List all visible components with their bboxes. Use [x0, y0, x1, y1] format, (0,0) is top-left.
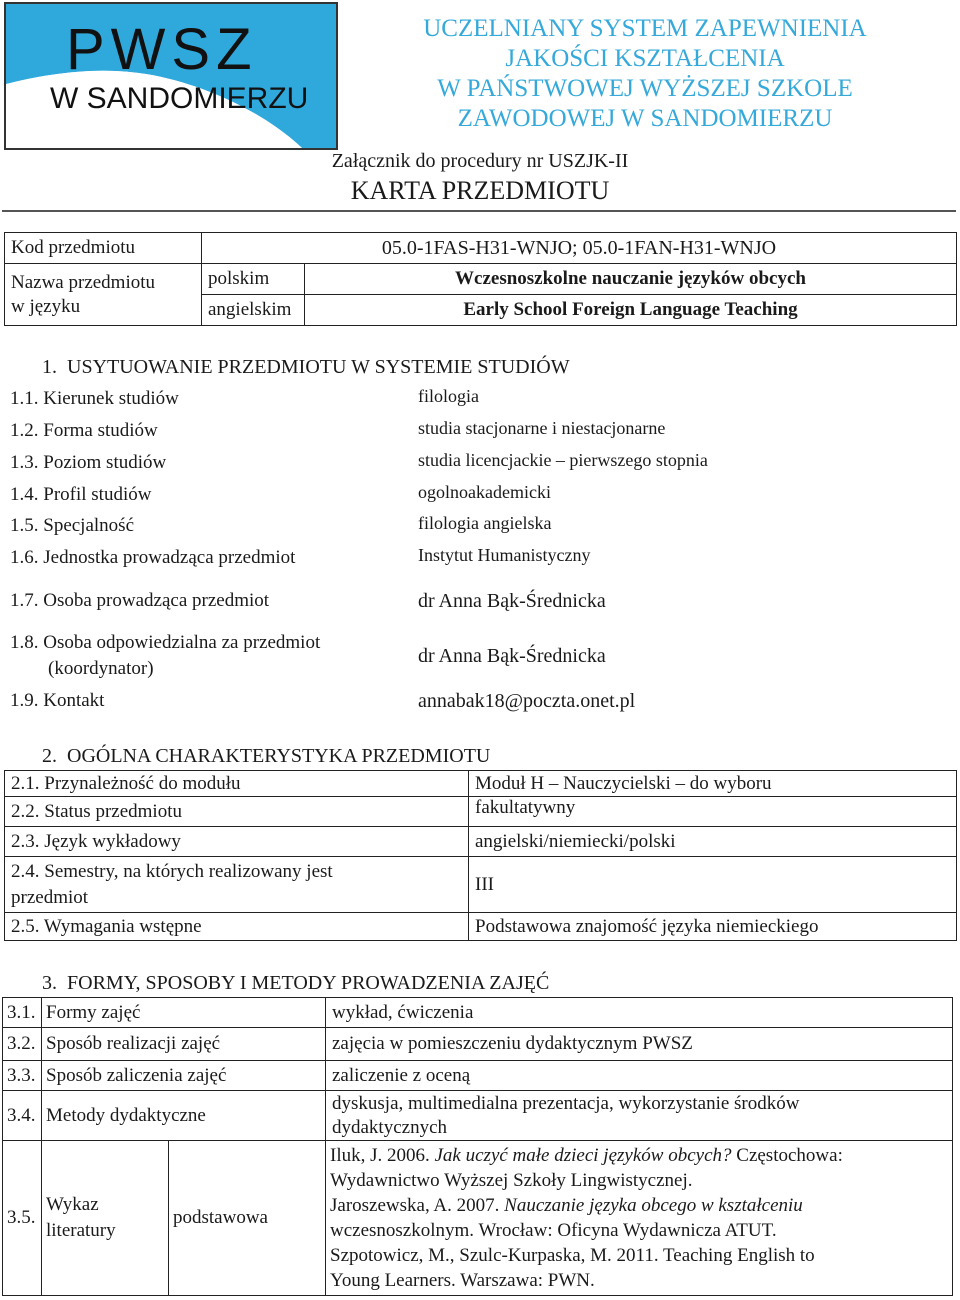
field-value: dyskusja, multimedialna prezentacja, wykorzystanie środków dydaktycznych	[326, 1091, 953, 1141]
field-value: filologia	[418, 386, 479, 406]
table-row	[5, 827, 957, 857]
field-value: dr Anna Bąk-Średnicka	[418, 645, 606, 667]
field-label: Sposób realizacji zajęć	[42, 1028, 326, 1061]
field-label-continued: (koordynator)	[48, 658, 154, 679]
language-pl-label: polskim	[202, 264, 305, 295]
course-name-label: Nazwa przedmiotu w języku	[5, 264, 202, 326]
table-row	[5, 913, 957, 941]
table-row	[5, 857, 957, 913]
field-label: 1.8. Osoba odpowiedzialna za przedmiot	[10, 632, 321, 653]
institution-title	[340, 14, 950, 134]
field-value: zajęcia w pomieszczeniu dydaktycznym PWSZ	[326, 1028, 953, 1061]
field-value: filologia angielska	[418, 513, 552, 533]
field-label: 1.9. Kontakt	[10, 690, 105, 711]
row-number: 3.3.	[3, 1061, 42, 1091]
annex-label: Załącznik do procedury nr USZJK-II	[331, 150, 629, 172]
field-label: 1.7. Osoba prowadząca przedmiot	[10, 590, 270, 611]
field-label: 2.1. Przynależność do modułu	[5, 771, 469, 797]
field-value: dr Anna Bąk-Średnicka	[418, 590, 606, 612]
literature-type: podstawowa	[169, 1141, 326, 1296]
table-row	[5, 797, 957, 827]
table-row	[3, 1141, 953, 1296]
table-row	[3, 1061, 953, 1091]
institution-title-line: W PAŃSTWOWEJ WYŻSZEJ SZKOLE	[437, 75, 853, 102]
course-code-value: 05.0-1FAS-H31-WNJO; 05.0-1FAN-H31-WNJO	[202, 233, 957, 264]
field-label: 1.1. Kierunek studiów	[10, 388, 179, 409]
section-2-heading: 2. OGÓLNA CHARAKTERYSTYKA PRZEDMIOTU	[42, 745, 491, 767]
table-row	[3, 1091, 953, 1141]
table-row	[3, 1028, 953, 1061]
table-row	[5, 771, 957, 797]
field-label: 1.6. Jednostka prowadząca przedmiot	[10, 547, 296, 568]
field-value: Instytut Humanistyczny	[418, 545, 591, 565]
table-row	[3, 998, 953, 1028]
field-value: Podstawowa znajomość języka niemieckiego	[469, 913, 957, 941]
logo-text-main: PWSZ	[66, 17, 258, 82]
section-3-table	[2, 997, 953, 1296]
field-label: 1.2. Forma studiów	[10, 420, 158, 441]
course-name-pl: Wczesnoszkolne nauczanie języków obcych	[305, 264, 957, 295]
row-number: 3.4.	[3, 1091, 42, 1141]
row-number: 3.2.	[3, 1028, 42, 1061]
row-number: 3.1.	[3, 998, 42, 1028]
field-label: 1.3. Poziom studiów	[10, 452, 167, 473]
field-value: ogolnoakademicki	[418, 482, 551, 502]
institution-title-line: UCZELNIANY SYSTEM ZAPEWNIENIA	[423, 15, 867, 42]
page-title: KARTA PRZEDMIOTU	[350, 176, 610, 205]
course-identification-table	[4, 232, 957, 326]
language-en-label: angielskim	[202, 295, 305, 326]
section-3-heading: 3. FORMY, SPOSOBY I METODY PROWADZENIA ZAJĘĆ	[42, 972, 550, 994]
logo-text-sub: W SANDOMIERZU	[50, 82, 309, 115]
institution-title-line: JAKOŚCI KSZTAŁCENIA	[505, 45, 785, 72]
institution-title-line: ZAWODOWEJ W SANDOMIERZU	[457, 105, 833, 132]
logo	[4, 2, 338, 150]
field-label: 2.4. Semestry, na których realizowany jest przedmiot	[5, 857, 469, 913]
field-label: Sposób zaliczenia zajęć	[42, 1061, 326, 1091]
row-number: 3.5.	[3, 1141, 42, 1296]
contact-email: annabak18@poczta.onet.pl	[418, 690, 636, 712]
field-label: 2.2. Status przedmiotu	[5, 797, 469, 827]
section-2-table	[4, 770, 957, 941]
literature-entry: Szpotowicz, M., Szulc-Kurpaska, M. 2011. Teaching English to Young Learners. Warszawa: PWN.	[330, 1245, 815, 1291]
field-label: Formy zajęć	[42, 998, 326, 1028]
field-value: angielski/niemiecki/polski	[469, 827, 957, 857]
field-label: Metody dydaktyczne	[42, 1091, 326, 1141]
field-value: fakultatywny	[469, 797, 957, 827]
literature-label: Wykaz literatury	[42, 1141, 169, 1296]
field-value: studia stacjonarne i niestacjonarne	[418, 418, 666, 438]
field-label: 1.5. Specjalność	[10, 515, 135, 536]
literature-list	[326, 1141, 953, 1296]
field-value: zaliczenie z oceną	[326, 1061, 953, 1091]
field-value: III	[469, 857, 957, 913]
literature-entry: Jaroszewska, A. 2007. Nauczanie języka obcego w kształceniu wczesnoszkolnym. Wrocław: Oficyna Wydawnicza ATUT.	[330, 1195, 803, 1241]
field-label: 1.4. Profil studiów	[10, 484, 152, 505]
course-name-en: Early School Foreign Language Teaching	[305, 295, 957, 326]
section-1-heading: 1. USYTUOWANIE PRZEDMIOTU W SYSTEMIE STUDIÓW	[42, 356, 570, 378]
field-value: Moduł H – Nauczycielski – do wyboru	[469, 771, 957, 797]
field-label: 2.5. Wymagania wstępne	[5, 913, 469, 941]
field-label: 2.3. Język wykładowy	[5, 827, 469, 857]
literature-entry: Iluk, J. 2006. Jak uczyć małe dzieci języków obcych? Częstochowa: Wydawnictwo Wyższej Szkoły Lingwistycznej.	[330, 1145, 843, 1191]
field-value: wykład, ćwiczenia	[326, 998, 953, 1028]
field-value: studia licencjackie – pierwszego stopnia	[418, 450, 708, 470]
course-code-label: Kod przedmiotu	[5, 233, 202, 264]
